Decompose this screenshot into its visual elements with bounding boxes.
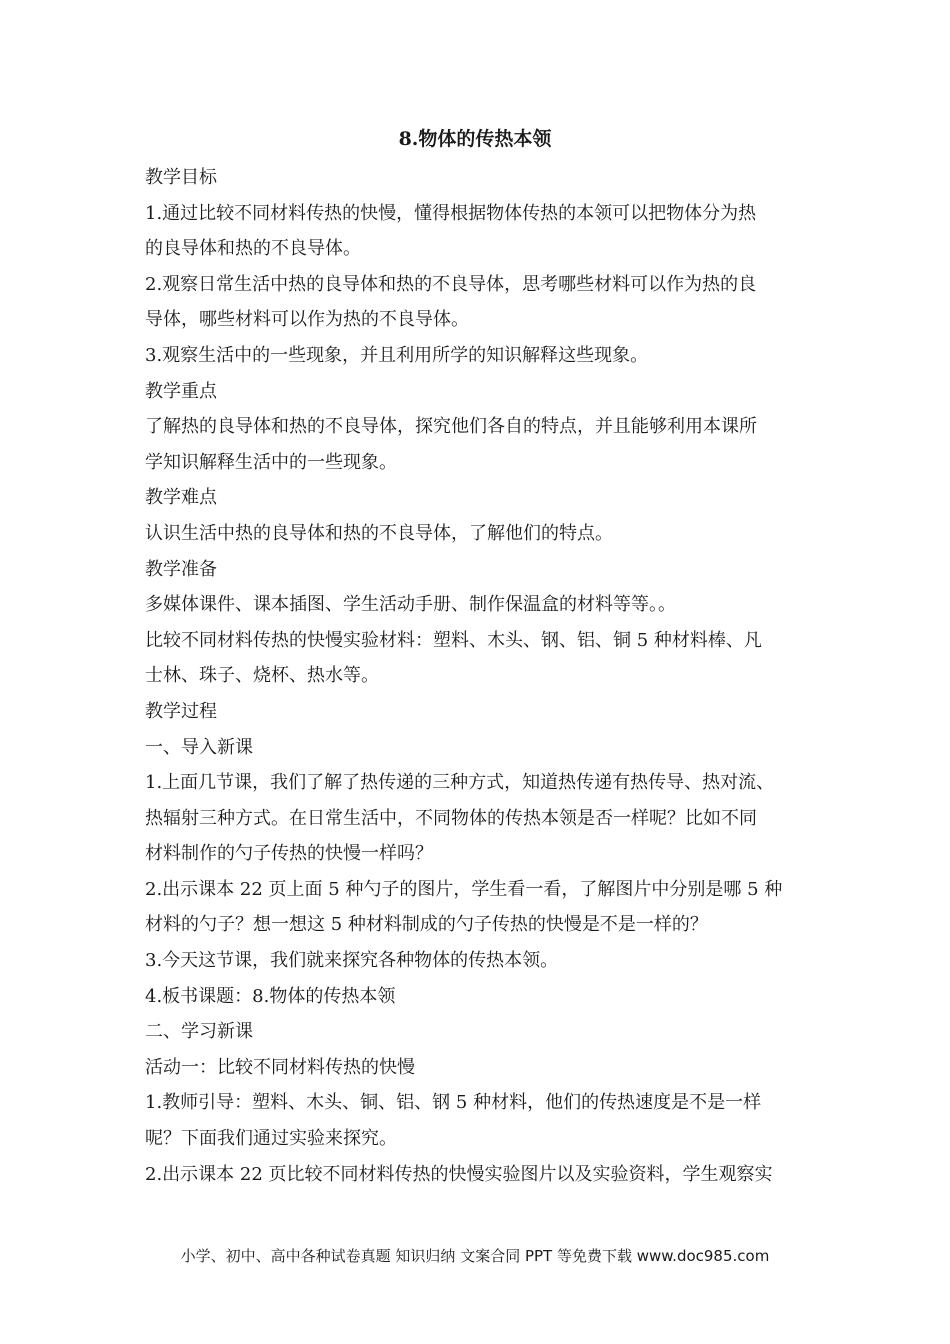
page-footer: 小学、初中、高中各种试卷真题 知识归纳 文案合同 PPT 等免费下载 www.doc985.com <box>180 1247 770 1265</box>
body-line: 1.教师引导：塑料、木头、铜、铝、钢 5 种材料，他们的传热速度是不是一样 <box>145 1092 762 1114</box>
body-line: 2.观察日常生活中热的良导体和热的不良导体，思考哪些材料可以作为热的良 <box>145 273 757 295</box>
body-line: 2.出示课本 22 页上面 5 种勺子的图片，学生看一看，了解图片中分别是哪 5 种 <box>145 878 783 900</box>
body-line: 的良导体和热的不良导体。 <box>145 238 361 260</box>
body-line: 1.通过比较不同材料传热的快慢，懂得根据物体传热的本领可以把物体分为热 <box>145 202 757 224</box>
page-title: 8.物体的传热本领 <box>398 128 552 150</box>
subsection-heading: 一、导入新课 <box>145 736 253 758</box>
body-line: 1.上面几节课，我们了解了热传递的三种方式，知道热传递有热传导、热对流、 <box>145 772 775 794</box>
body-line: 2.出示课本 22 页比较不同材料传热的快慢实验图片以及实验资料，学生观察实 <box>145 1163 773 1185</box>
body-line: 3.观察生活中的一些现象，并且利用所学的知识解释这些现象。 <box>145 344 649 366</box>
body-line: 比较不同材料传热的快慢实验材料：塑料、木头、钢、铝、铜 5 种材料棒、凡 <box>145 629 762 651</box>
body-line: 学知识解释生活中的一些现象。 <box>145 451 397 473</box>
body-line: 材料的勺子？想一想这 5 种材料制成的勺子传热的快慢是不是一样的？ <box>145 914 708 936</box>
activity-heading: 活动一：比较不同材料传热的快慢 <box>145 1056 415 1078</box>
section-heading: 教学难点 <box>145 487 217 509</box>
section-heading: 教学重点 <box>145 380 217 402</box>
body-line: 热辐射三种方式。在日常生活中，不同物体的传热本领是否一样呢？比如不同 <box>145 807 757 829</box>
body-line: 导体，哪些材料可以作为热的不良导体。 <box>145 309 469 331</box>
body-line: 士林、珠子、烧杯、热水等。 <box>145 665 379 687</box>
section-heading: 教学目标 <box>145 167 217 188</box>
body-line: 材料制作的勺子传热的快慢一样吗？ <box>145 843 433 865</box>
section-heading: 教学过程 <box>145 700 217 722</box>
body-line: 多媒体课件、课本插图、学生活动手册、制作保温盒的材料等等。。 <box>145 594 676 616</box>
body-line: 4.板书课题：8.物体的传热本领 <box>145 985 396 1007</box>
body-line: 了解热的良导体和热的不良导体，探究他们各自的特点，并且能够利用本课所 <box>145 416 757 438</box>
body-line: 呢？下面我们通过实验来探究。 <box>145 1128 397 1150</box>
body-line: 3.今天这节课，我们就来探究各种物体的传热本领。 <box>145 950 559 972</box>
subsection-heading: 二、学习新课 <box>145 1021 253 1043</box>
section-heading: 教学准备 <box>145 558 217 580</box>
document-body <box>145 160 810 1192</box>
body-line: 认识生活中热的良导体和热的不良导体，了解他们的特点。 <box>145 522 613 544</box>
